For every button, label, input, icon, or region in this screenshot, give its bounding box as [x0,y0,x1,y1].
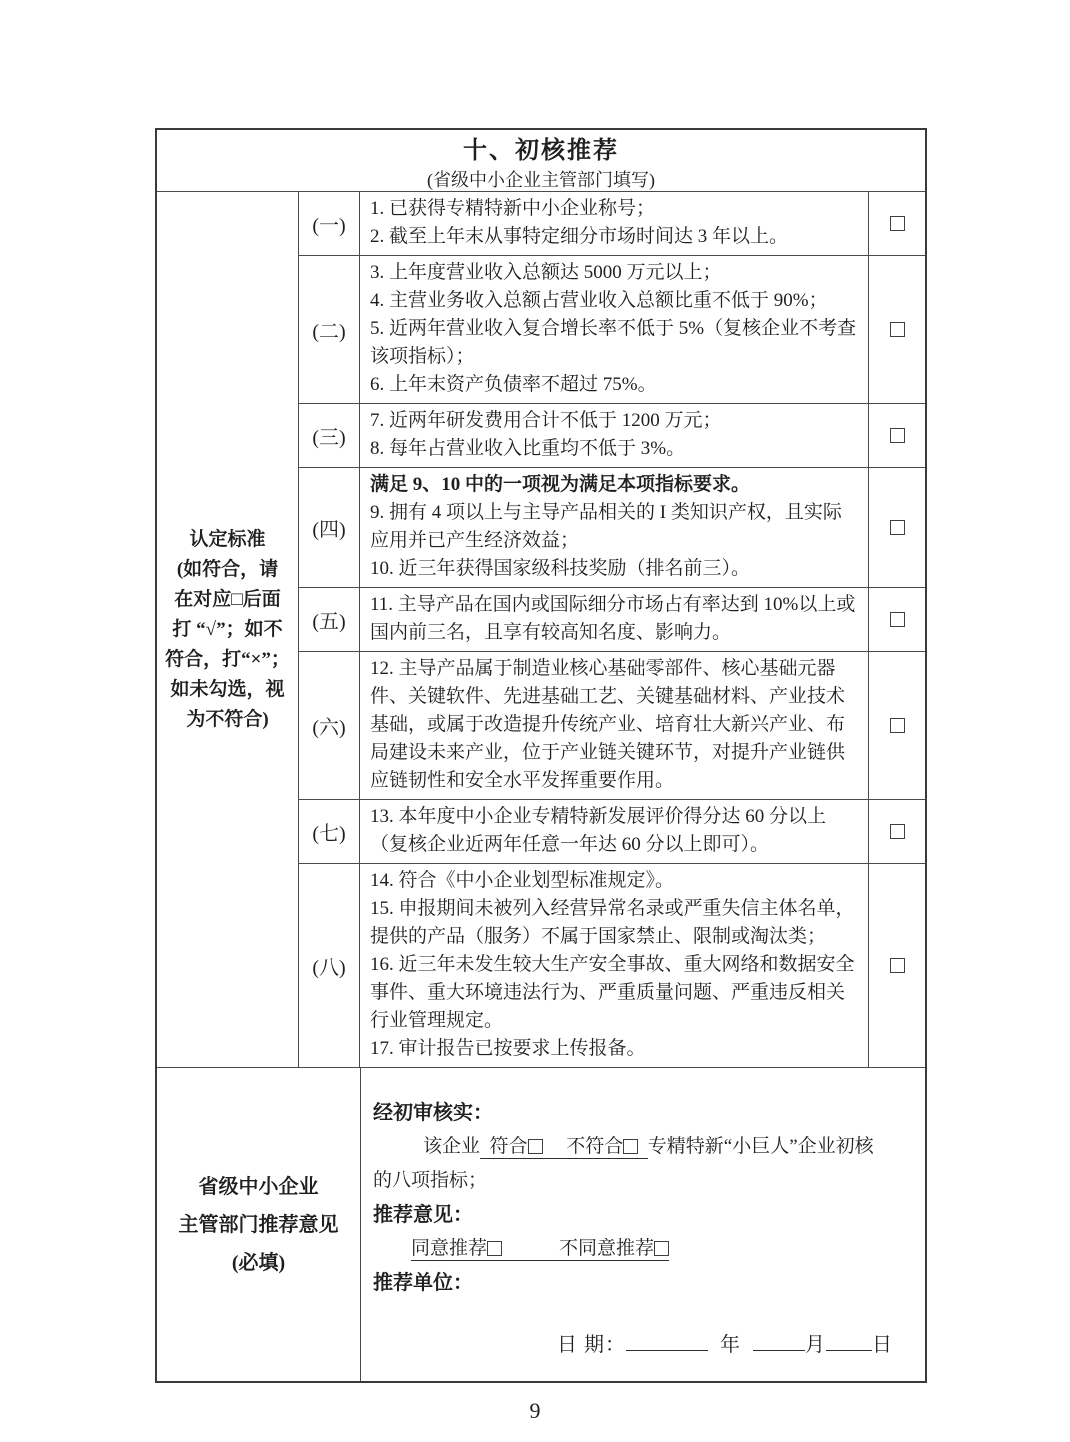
agree-checkbox-icon[interactable] [487,1241,502,1256]
criteria-item: 9. 拥有 4 项以上与主导产品相关的 I 类知识产权，且实际应用并已产生经济效益； [370,502,842,551]
opinion-options-line [373,1232,911,1266]
not-match-checkbox-icon[interactable] [623,1139,638,1154]
left-label-line: (如符合，请 [176,558,279,580]
row-number-label: (一) [299,192,360,255]
date-day-blank [826,1330,872,1351]
row-criteria-text [360,652,869,799]
checkbox-icon[interactable] [890,520,905,535]
criteria-item: 17. 审计报告已按要求上传报备。 [370,1038,646,1059]
criteria-rows [299,192,925,1067]
left-label-line: 如未勾选，视 [170,678,285,700]
row-criteria-text [360,800,869,863]
row-checkbox-cell [869,864,925,1067]
left-label-line: 为不符合) [186,708,269,730]
year-label: 年 [720,1334,741,1356]
criteria-item: 2. 截至上年末从事特定细分市场时间达 3 年以上。 [370,226,789,247]
checkbox-icon[interactable] [890,718,905,733]
row-checkbox-cell [869,800,925,863]
row-criteria-text [360,404,869,467]
opinion-label-line: 主管部门推荐意见 [178,1213,339,1236]
day-label: 日 [872,1334,893,1356]
criteria-row [299,651,925,799]
checkbox-icon[interactable] [890,612,905,627]
left-label-line: 符合，打“×”； [165,648,290,670]
criteria-row [299,192,925,255]
unit-heading: 推荐单位： [373,1272,473,1294]
recommendation-form-table [155,128,927,1383]
disagree-checkbox-icon[interactable] [654,1241,669,1256]
row-checkbox-cell [869,468,925,587]
date-year-blank [626,1330,708,1351]
verify-suffix: 专精特新“小巨人”企业初核 [647,1136,874,1157]
row-criteria-text [360,864,869,1067]
page-number: 9 [529,1398,541,1423]
verify-line [373,1130,911,1164]
criteria-item: 6. 上年末资产负债率不超过 75%。 [370,374,657,395]
date-month-blank [753,1330,805,1351]
opinion-label-line: (必填) [231,1251,286,1274]
checkbox-icon[interactable] [890,428,905,443]
date-line [373,1328,911,1357]
form-title-row [157,130,925,192]
opinion-options-underline [411,1238,669,1261]
criteria-item: 8. 每年占营业收入比重均不低于 3%。 [370,438,686,459]
checkbox-icon[interactable] [890,958,905,973]
row-criteria-text [360,588,869,651]
criteria-item: 14. 符合《中小企业划型标准规定》。 [370,870,675,891]
option-not-match-label: 不符合 [566,1136,624,1157]
disagree-label: 不同意推荐 [559,1238,655,1259]
criteria-row [299,467,925,587]
left-label-line: 在对应□后面 [174,588,281,610]
opinion-label-line: 省级中小企业 [198,1175,319,1198]
row-checkbox-cell [869,404,925,467]
row-number-label: (二) [299,256,360,403]
row-number-label: (七) [299,800,360,863]
month-label: 月 [805,1334,826,1356]
row-number-label: (五) [299,588,360,651]
criteria-item: 10. 近三年获得国家级科技奖励（排名前三）。 [370,558,751,579]
row-number-label: (八) [299,864,360,1067]
criteria-row [299,255,925,403]
verify-tail: 的八项指标； [373,1170,488,1191]
checkbox-icon[interactable] [890,824,905,839]
row-number-label: (四) [299,468,360,587]
criteria-item: 16. 近三年未发生较大生产安全事故、重大网络和数据安全事件、重大环境违法行为、严重质量问题、严重违反相关行业管理规定。 [370,954,855,1031]
opinion-content [361,1068,925,1381]
criteria-item: 5. 近两年营业收入复合增长率不低于 5%（复核企业不考查该项指标）； [370,318,857,367]
criteria-row [299,799,925,863]
row-checkbox-cell [869,652,925,799]
criteria-row [299,587,925,651]
criteria-item: 15. 申报期间未被列入经营异常名录或严重失信主体名单，提供的产品（服务）不属于国家禁止、限制或淘汰类； [370,898,855,947]
criteria-item: 1. 已获得专精特新中小企业称号； [370,198,656,219]
criteria-item: 13. 本年度中小企业专精特新发展评价得分达 60 分以上（复核企业近两年任意一年达 60 分以上即可）。 [370,806,827,855]
opinion-heading: 推荐意见： [373,1204,473,1226]
criteria-item: 4. 主营业务收入总额占营业收入总额比重不低于 90%； [370,290,828,311]
left-label-line: 打 “√”；如不 [172,618,283,640]
opinion-left-label [157,1068,361,1381]
criteria-left-label [157,192,299,1067]
option-match-label: 符合 [489,1136,528,1157]
row-number-label: (三) [299,404,360,467]
recommendation-opinion-section [157,1068,925,1381]
row-criteria-text [360,256,869,403]
agree-label: 同意推荐 [411,1238,488,1259]
form-subtitle: (省级中小企业主管部门填写) [427,169,655,190]
criteria-row [299,403,925,467]
date-label: 日 期： [557,1334,626,1356]
checkbox-icon[interactable] [890,216,905,231]
criteria-item: 11. 主导产品在国内或国际细分市场占有率达到 10%以上或国内前三名，且享有较高知名度、影响力。 [370,594,856,643]
verify-options-underline [480,1136,648,1159]
verify-prefix: 该企业 [423,1136,481,1157]
criteria-item: 12. 主导产品属于制造业核心基础零部件、核心基础元器件、关键软件、先进基础工艺、关键基础材料、产业技术基础，或属于改造提升传统产业、培育壮大新兴产业、布局建设未来产业，位于产业链关键环节，对提升产业链供应链韧性和安全水平发挥重要作用。 [370,658,846,791]
row-number-label: (六) [299,652,360,799]
left-label-line: 认定标准 [189,528,266,550]
match-checkbox-icon[interactable] [528,1139,543,1154]
criteria-item: 7. 近两年研发费用合计不低于 1200 万元； [370,410,722,431]
row-checkbox-cell [869,588,925,651]
row-checkbox-cell [869,192,925,255]
criteria-row [299,863,925,1067]
row-criteria-text [360,468,869,587]
criteria-note: 满足 9、10 中的一项视为满足本项指标要求。 [370,474,751,495]
row-criteria-text [360,192,869,255]
verify-heading: 经初审核实： [373,1102,493,1124]
form-title: 十、初核推荐 [463,137,619,164]
row-checkbox-cell [869,256,925,403]
criteria-item: 3. 上年度营业收入总额达 5000 万元以上； [370,262,722,283]
checkbox-icon[interactable] [890,322,905,337]
criteria-section [157,192,925,1068]
